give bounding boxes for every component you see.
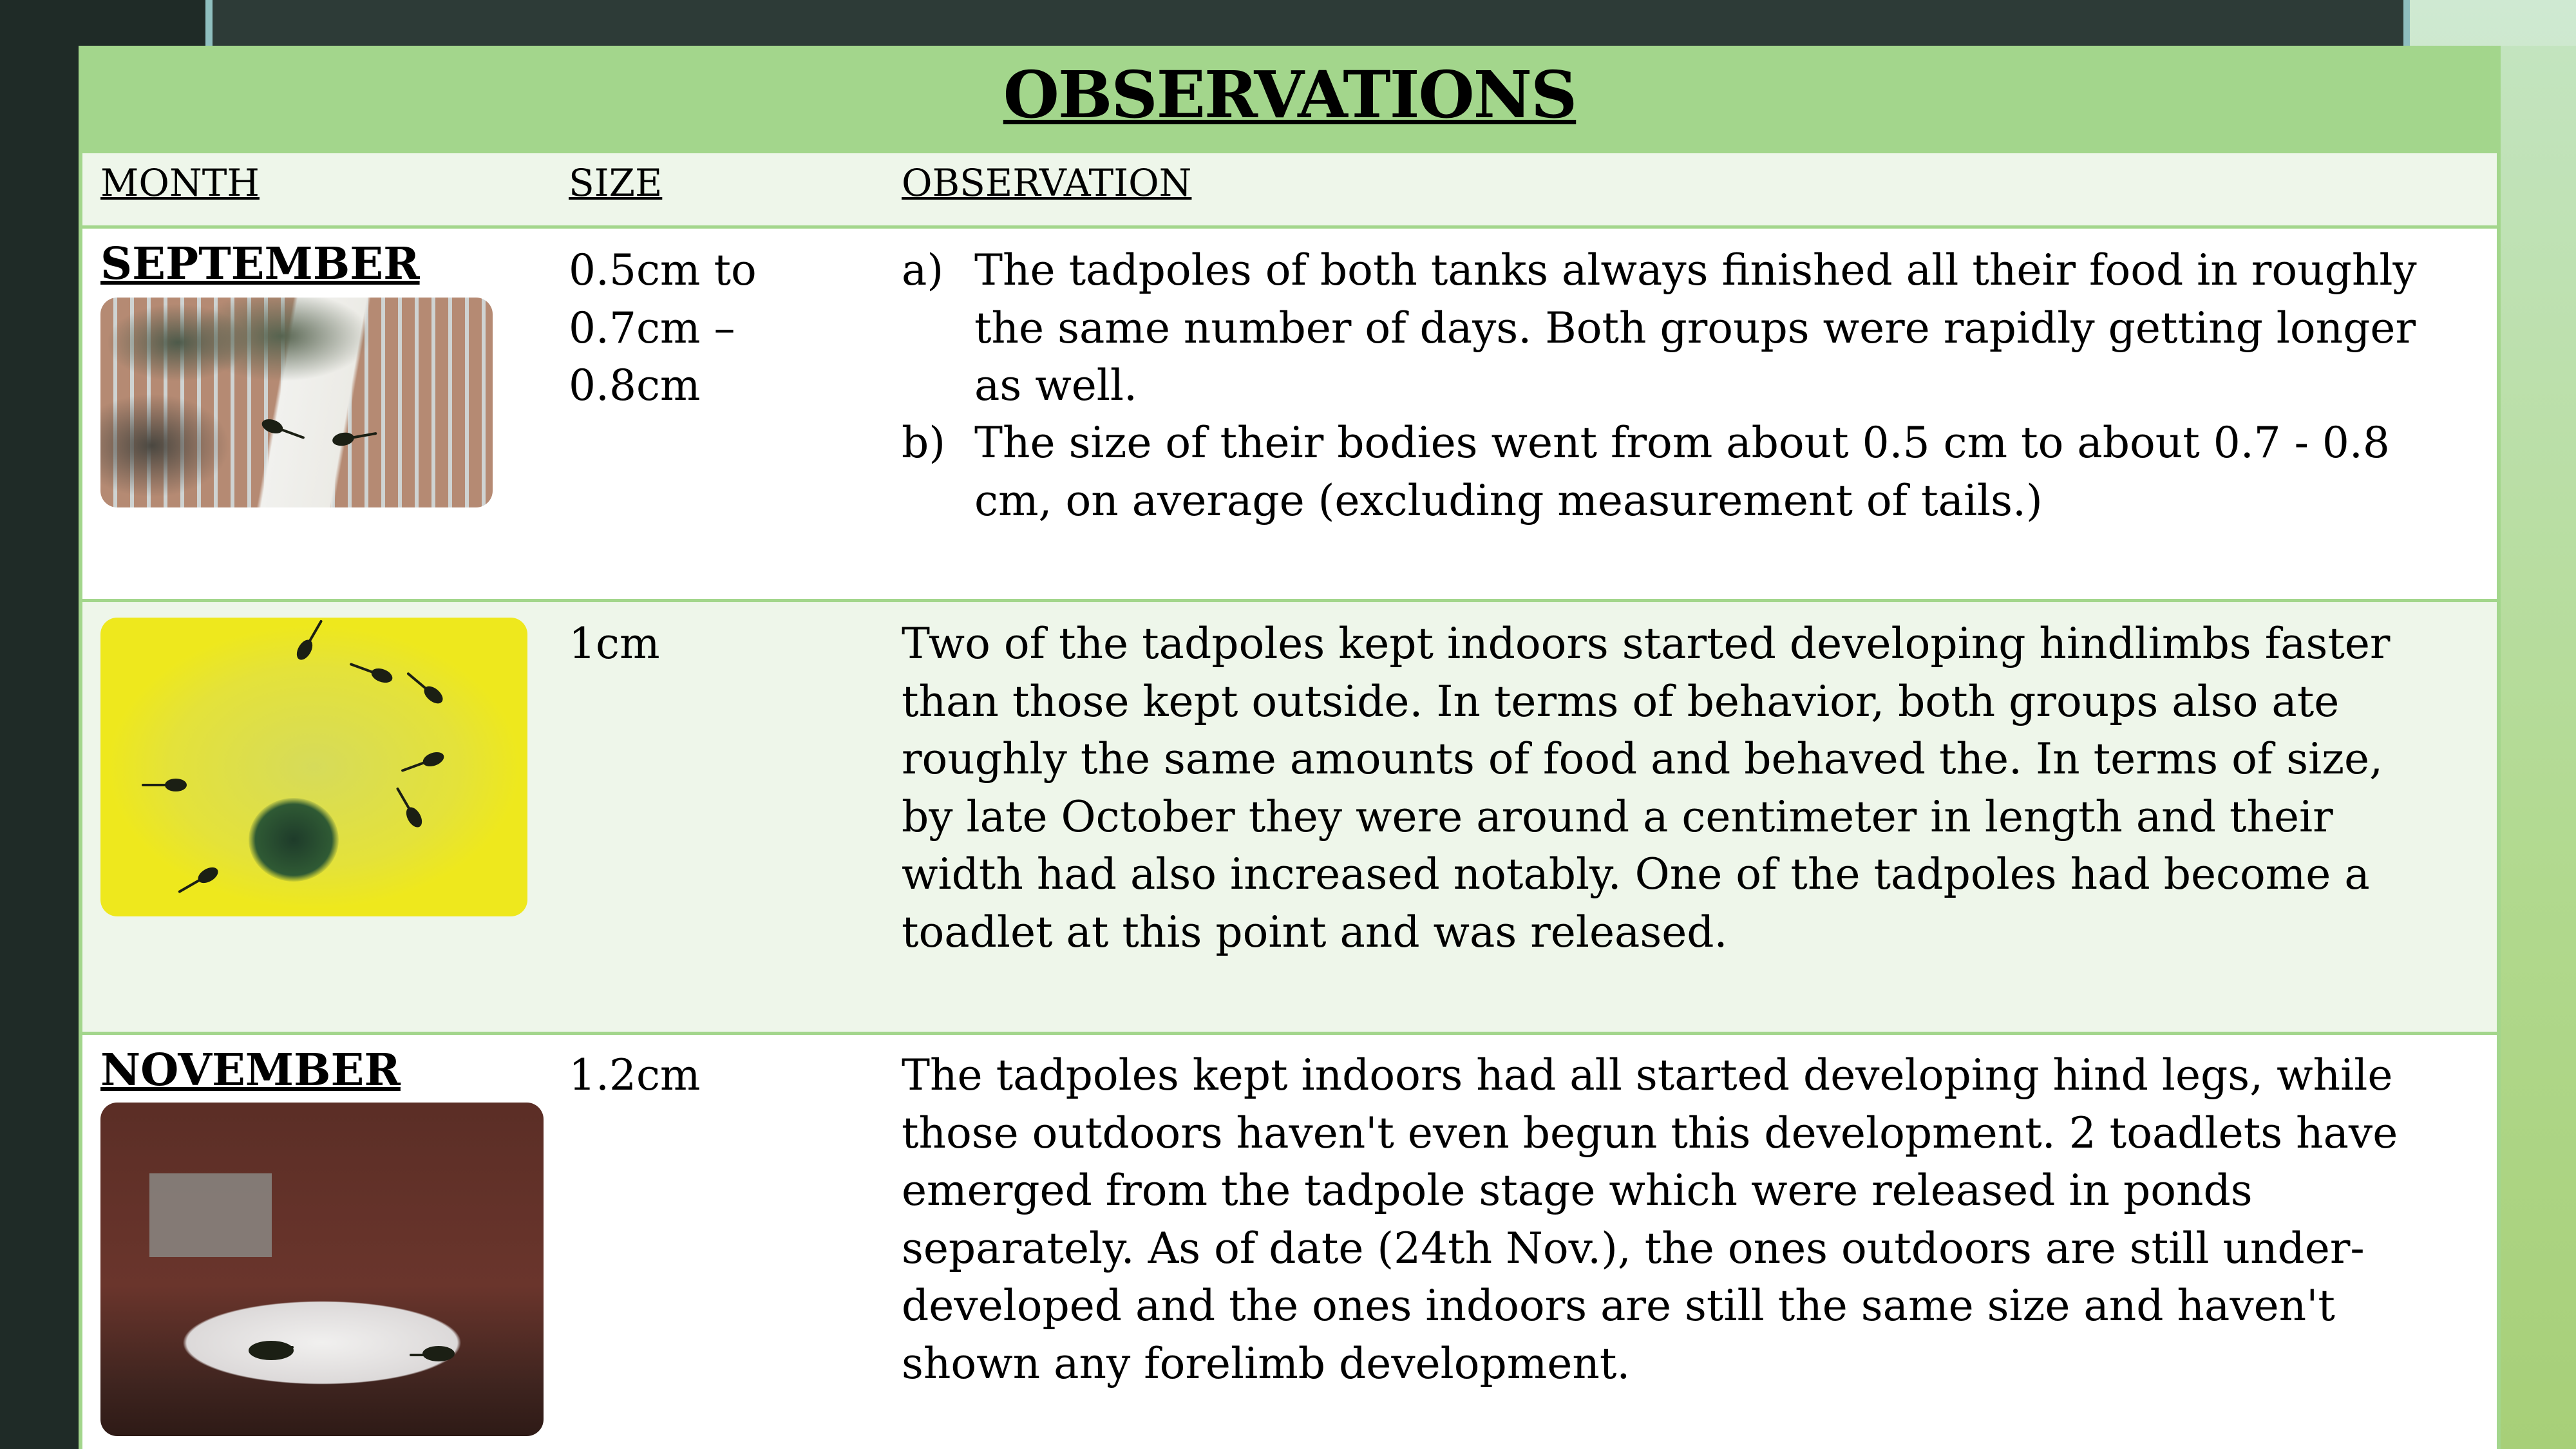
header-size: SIZE <box>569 161 663 205</box>
list-marker: a) <box>902 245 944 295</box>
observation-item <box>974 414 2390 529</box>
observation-text <box>902 1046 2398 1392</box>
table-header-row <box>82 153 2497 229</box>
size-line: 0.8cm <box>569 361 701 410</box>
text-line: the same number of days. Both groups were rapidly getting longer <box>974 303 2416 353</box>
page-title: OBSERVATIONS <box>1003 57 1577 133</box>
header-observation: OBSERVATION <box>902 161 1192 205</box>
text-line: shown any forelimb development. <box>902 1338 1631 1388</box>
accent-line-right <box>2403 0 2410 46</box>
text-line: The size of their bodies went from about 0.5 cm to about 0.7 - 0.8 <box>974 418 2390 468</box>
size-value: 1cm <box>569 619 660 668</box>
text-line: width had also increased notably. One of the tadpoles had become a <box>902 849 2370 899</box>
text-line: cm, on average (excluding measurement of tails.) <box>974 475 2043 526</box>
text-line: those outdoors haven't even begun this development. 2 toadlets have <box>902 1108 2398 1158</box>
text-line: developed and the ones indoors are still the same size and haven't <box>902 1281 2335 1331</box>
size-line: 0.5cm to <box>569 245 757 295</box>
month-label: NOVEMBER <box>100 1045 401 1096</box>
text-line: by late October they were around a centimeter in length and their <box>902 791 2333 842</box>
header-month: MONTH <box>100 161 260 205</box>
observation-text <box>902 615 2390 961</box>
text-line: The tadpoles kept indoors had all started developing hind legs, while <box>902 1050 2393 1100</box>
size-value: 1.2cm <box>569 1050 701 1100</box>
text-line: as well. <box>974 361 1137 410</box>
month-label: SEPTEMBER <box>100 238 420 290</box>
size-line: 0.7cm – <box>569 303 735 353</box>
text-line: roughly the same amounts of food and behaved the. In terms of size, <box>902 734 2383 784</box>
text-line: Two of the tadpoles kept indoors started developing hindlimbs faster <box>902 619 2391 668</box>
size-value <box>569 242 757 415</box>
text-line: toadlet at this point and was released. <box>902 907 1728 957</box>
accent-line-left <box>205 0 213 46</box>
tadpoles-in-bowl-photo <box>100 618 527 916</box>
slide-top-band <box>213 0 2403 46</box>
text-line: The tadpoles of both tanks always finished all their food in roughly <box>974 245 2417 295</box>
tadpoles-in-jar-photo <box>100 1103 544 1436</box>
text-line: separately. As of date (24th Nov.), the ones outdoors are still under- <box>902 1223 2365 1273</box>
list-marker: b) <box>902 418 945 468</box>
text-line: emerged from the tadpole stage which were released in ponds <box>902 1166 2253 1215</box>
observation-item <box>974 242 2417 415</box>
text-line: than those kept outside. In terms of behavior, both groups also ate <box>902 676 2340 726</box>
tadpole-tank-photo <box>100 298 493 507</box>
